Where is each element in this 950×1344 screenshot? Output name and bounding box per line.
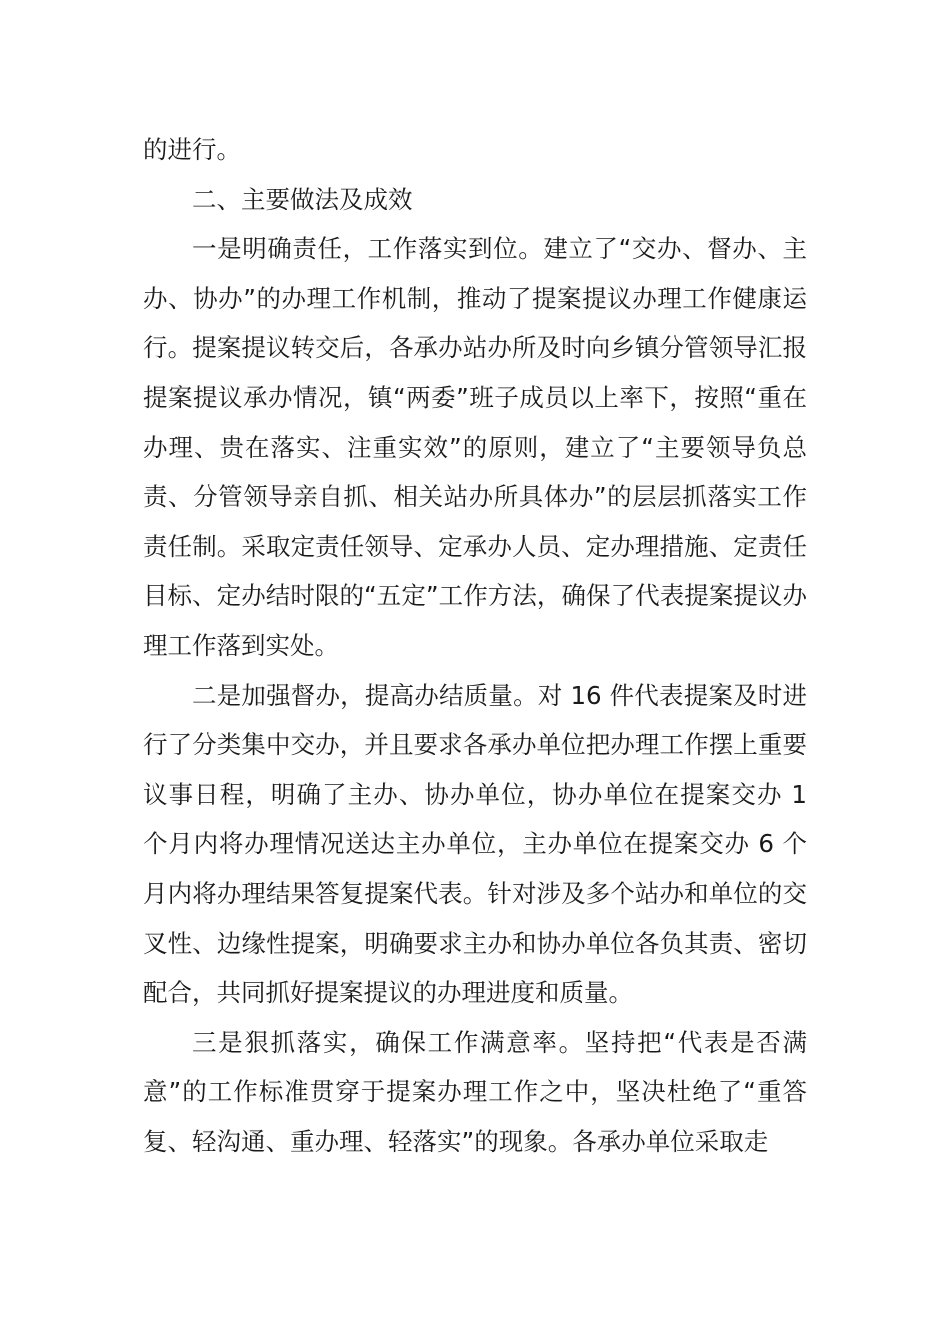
document-body [143,125,807,1166]
paragraph-responsibility: 一是明确责任，工作落实到位。建立了“交办、督办、主办、协办”的办理工作机制，推动了提案提议办理工作健康运行。提案提议转交后，各承办站办所及时向乡镇分管领导汇报提案提议承办情况，镇“两委”班子成员以上率下，按照“重在办理、贵在落实、注重实效”的原则，建立了“主要领导负总责、分管领导亲自抓、相关站办所具体办”的层层抓落实工作责任制。采取定责任领导、定承办人员、定办理措施、定责任目标、定办结时限的“五定”工作方法，确保了代表提案提议办理工作落到实处。 [143,234,807,660]
paragraph-supervision: 二是加强督办，提高办结质量。对 16 件代表提案及时进行了分类集中交办，并且要求各承办单位把办理工作摆上重要议事日程，明确了主办、协办单位，协办单位在提案交办 1 个月内将办理情况送达主办单位，主办单位在提案交办 6 个月内将办理结果答复提案代表。针对涉及多个站办和单位的交叉性、边缘性提案，明确要求主办和协办单位各负其责、密切配合，共同抓好提案提议的办理进度和质量。 [143,680,807,1008]
paragraph-implementation: 三是狠抓落实，确保工作满意率。坚持把“代表是否满意”的工作标准贯穿于提案办理工作之中，坚决杜绝了“重答复、轻沟通、重办理、轻落实”的现象。各承办单位采取走 [143,1027,807,1156]
paragraph-continuation: 的进行。 [143,135,241,164]
section-heading: 二、主要做法及成效 [192,184,413,214]
